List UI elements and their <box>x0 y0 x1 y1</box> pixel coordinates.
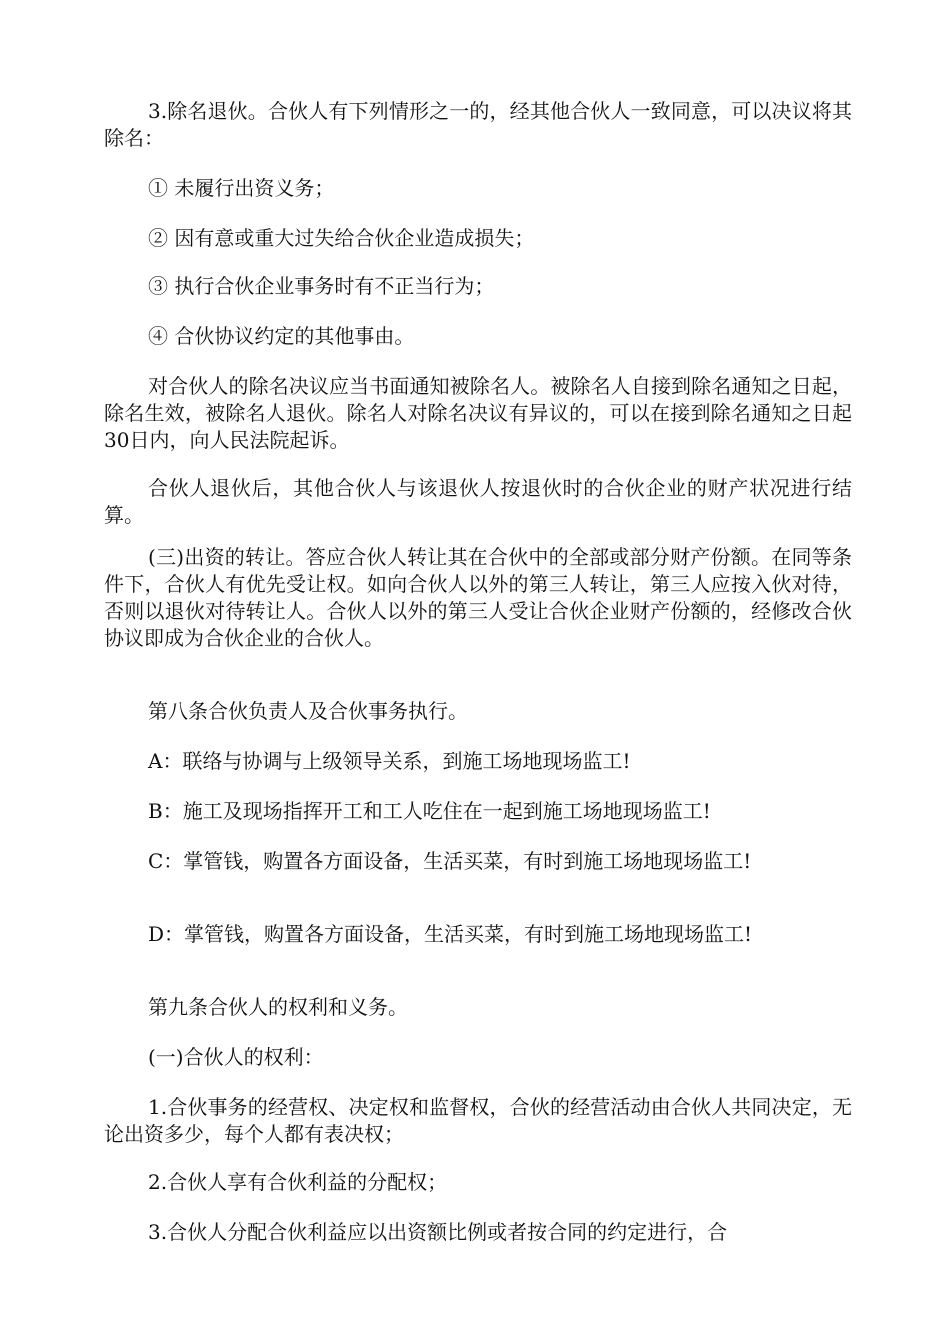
duty-b: B：施工及现场指挥开工和工人吃住在一起到施工场地现场监工! <box>148 799 711 823</box>
right-2: 2.合伙人享有合伙利益的分配权； <box>148 1170 448 1194</box>
duty-a: A：联络与协调与上级领导关系，到施工场地现场监工! <box>148 749 631 773</box>
paragraph-item-4: ④ 合伙协议约定的其他事由。 <box>148 324 415 348</box>
duty-c: C：掌管钱，购置各方面设备，生活买菜，有时到施工场地现场监工! <box>148 849 752 873</box>
duty-d: D：掌管钱，购置各方面设备，生活买菜，有时到施工场地现场监工! <box>148 922 753 946</box>
paragraph-item-3: ③ 执行合伙企业事务时有不正当行为； <box>148 274 495 298</box>
paragraph-capital-transfer: (三)出资的转让。答应合伙人转让其在合伙中的全部或部分财产份额。在同等条件下，合伙人有优先受让权。如向合伙人以外的第三人转让，第三人应按入伙对待，否则以退伙对待转让人。合伙人以外的第三人受让合伙企业财产份额的，经修改合伙协议即成为合伙企业的合伙人。 <box>104 545 852 650</box>
rights-heading: (一)合伙人的权利： <box>148 1045 324 1069</box>
paragraph-item-2: ② 因有意或重大过失给合伙企业造成损失； <box>148 226 535 250</box>
article-8-heading: 第八条合伙负责人及合伙事务执行。 <box>148 699 468 723</box>
article-9-heading: 第九条合伙人的权利和义务。 <box>148 995 408 1019</box>
paragraph-expulsion-withdrawal: 3.除名退伙。合伙人有下列情形之一的，经其他合伙人一致同意，可以决议将其除名： <box>104 99 852 150</box>
paragraph-item-1: ① 未履行出资义务； <box>148 176 335 200</box>
right-1: 1.合伙事务的经营权、决定权和监督权，合伙的经营活动由合伙人共同决定，无论出资多少，每个人都有表决权； <box>104 1095 852 1146</box>
paragraph-settlement: 合伙人退伙后，其他合伙人与该退伙人按退伙时的合伙企业的财产状况进行结算。 <box>104 476 852 527</box>
right-3: 3.合伙人分配合伙利益应以出资额比例或者按合同的约定进行，合 <box>148 1220 728 1244</box>
paragraph-expulsion-notice: 对合伙人的除名决议应当书面通知被除名人。被除名人自接到除名通知之日起，除名生效，被除名人退伙。除名人对除名决议有异议的，可以在接到除名通知之日起30日内，向人民法院起诉。 <box>104 374 852 452</box>
